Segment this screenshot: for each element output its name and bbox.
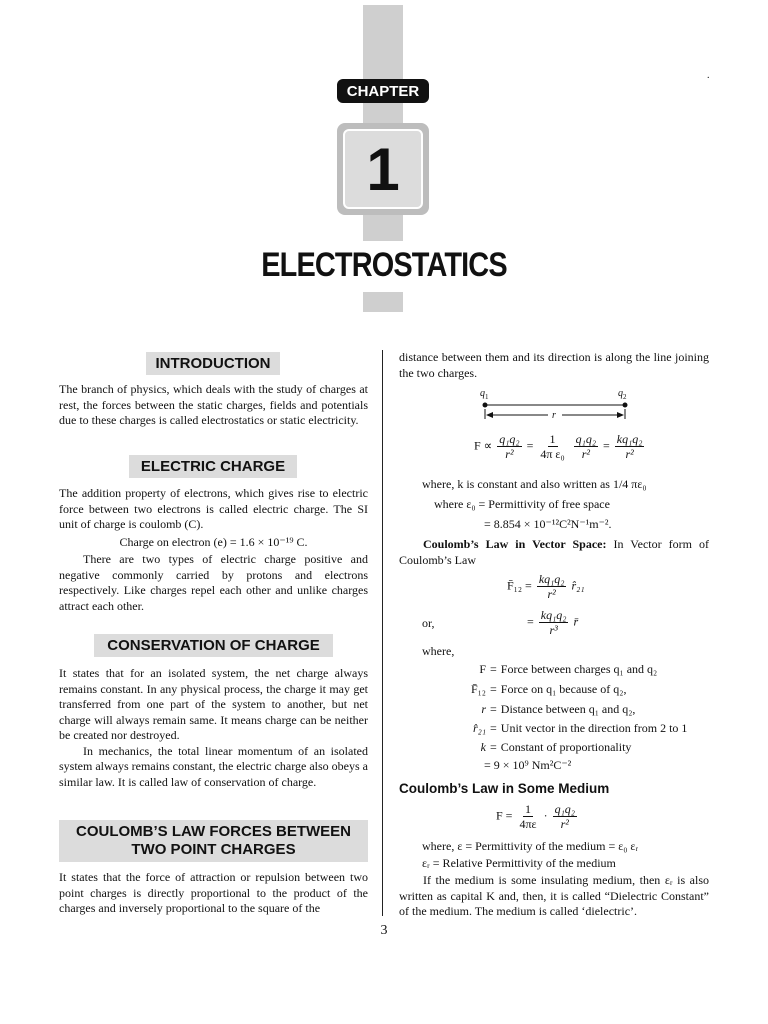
medium-er: εᵣ = Relative Permittivity of the medium — [422, 856, 616, 870]
or-label: or, — [422, 616, 435, 630]
coulomb-heading — [59, 820, 368, 862]
intro-text: The branch of physics, which deals with the study of charges at rest, the forces between the static charges, fields and potentials due to these charges is called electrostatics or static electricity. — [59, 382, 368, 427]
definition-item: k = Constant of proportionality — [480, 740, 632, 754]
charge-text: The addition property of electrons, which gives rise to electric force between two electrons is called electric charge. The SI unit of charge is coulomb (C). — [59, 486, 368, 531]
coulomb-text: It states that the force of attraction or repulsion between two point charges is directly proportional to the product of the charges and inversely proportional to the square of the — [59, 870, 368, 915]
coulomb-heading-line2: TWO POINT CHARGES — [131, 841, 296, 858]
definitions-list — [430, 662, 720, 776]
conservation-text-1: It states that for an isolated system, the net charge always remains constant. In any physical process, the charge it may get transferred from one part of the system to another, but net charge will always remain same. It means charge can be neither be created nor destroyed. — [59, 666, 368, 742]
vector-formula-2: = $\frac{\text{kq₁q₂}}{\text{r³}}$ r̄ — [527, 608, 579, 637]
electric-charge-section — [59, 486, 368, 614]
conservation-text-2: In mechanics, the total linear momentum of an isolated system always remains constant, the electric charge also obeys a similar law. It is called law of conservation of charge. — [59, 743, 369, 789]
vector-form-text: In Vector form of Coulomb’s Law — [399, 537, 710, 567]
vector-form-label: Coulomb’s Law in Vector Space: — [423, 537, 607, 551]
charge-q1-label: $q_1$ — [480, 388, 489, 401]
continued-paragraph — [399, 350, 709, 381]
column-divider — [382, 350, 383, 916]
intro-heading: INTRODUCTION — [146, 352, 280, 375]
page-title: ELECTROSTATICS — [261, 246, 507, 284]
definition-item: r̂₂₁ = Unit vector in the direction from 2 to 1 — [472, 721, 688, 735]
electric-charge-heading: ELECTRIC CHARGE — [129, 455, 297, 478]
medium-where: where, ε = Permittivity of the medium = ε₀ εᵣ — [422, 839, 639, 853]
header-decor-bar-bottom — [363, 292, 403, 312]
definition-item: F̄₁₂ = Force on q₁ because of q₂, — [470, 682, 627, 696]
two-charges-diagram — [480, 386, 630, 422]
medium-paragraph — [399, 873, 709, 920]
charge-on-electron: Charge on electron (e) = 1.6 × 10⁻¹⁹ C. — [119, 534, 308, 549]
chapter-label: CHAPTER — [337, 79, 429, 103]
page-number: 3 — [380, 923, 388, 938]
definition-item: F = Force between charges q₁ and q₂ — [479, 662, 658, 676]
medium-heading: Coulomb’s Law in Some Medium — [399, 781, 610, 796]
continued-text: distance between them and its direction is along the line joining the two charges. — [399, 350, 709, 380]
distance-r-label: r — [552, 410, 556, 421]
chapter-number: 1 — [343, 129, 423, 209]
medium-text: If the medium is some insulating medium, then εᵣ is also written as capital K and, then, it is called “Dielectric Constant” of the medium. The medium is called ‘dielectric’. — [399, 873, 709, 918]
corner-mark: . — [707, 70, 710, 81]
k-value: = 9 × 10⁹ Nm²C⁻² — [484, 758, 572, 772]
where-label: where, — [422, 644, 455, 658]
coulomb-heading-line1: COULOMB’S LAW FORCES BETWEEN — [76, 823, 351, 840]
vector-form-paragraph — [399, 537, 709, 568]
where-e0-text: where ε₀ = Permittivity of free space — [434, 497, 610, 511]
charge-q2-label: $q_2$ — [618, 388, 627, 401]
e0-value: = 8.854 × 10⁻¹²C²N⁻¹m⁻². — [484, 517, 612, 531]
coulomb-section — [59, 870, 368, 917]
charge-types-text: There are two types of electric charge positive and negative commonly carried by protons and electrons respectively. Like charges repel each other and unlike charges attract each other. — [59, 552, 368, 613]
vector-formula-1: F̄₁₂ = $\frac{\text{kq₁q₂}}{\text{r²}}$ r̂₂₁ — [507, 572, 585, 601]
definition-item: r = Distance between q₁ and q₂, — [481, 702, 636, 716]
medium-formula: F = $\frac{1}{4\pi\varepsilon}$ · $\frac{\text{q₁q₂}}{\text{r²}}$ — [496, 802, 575, 831]
where-k-text: where, k is constant and also written as 1/4 πε₀ — [422, 477, 647, 491]
conservation-section — [59, 666, 368, 790]
conservation-heading: CONSERVATION OF CHARGE — [94, 634, 333, 657]
intro-paragraph — [59, 382, 368, 429]
coulomb-formula: F ∝ $\frac{\text{q₁q₂}}{\text{r²}}$ = $\frac{1}{\text{4π ε₀}}$ $\frac{\text{q₁q₂}}{\text{r²}}$ = $\frac{\text{kq₁q₂}}{\text{r²}}$ — [474, 432, 643, 461]
